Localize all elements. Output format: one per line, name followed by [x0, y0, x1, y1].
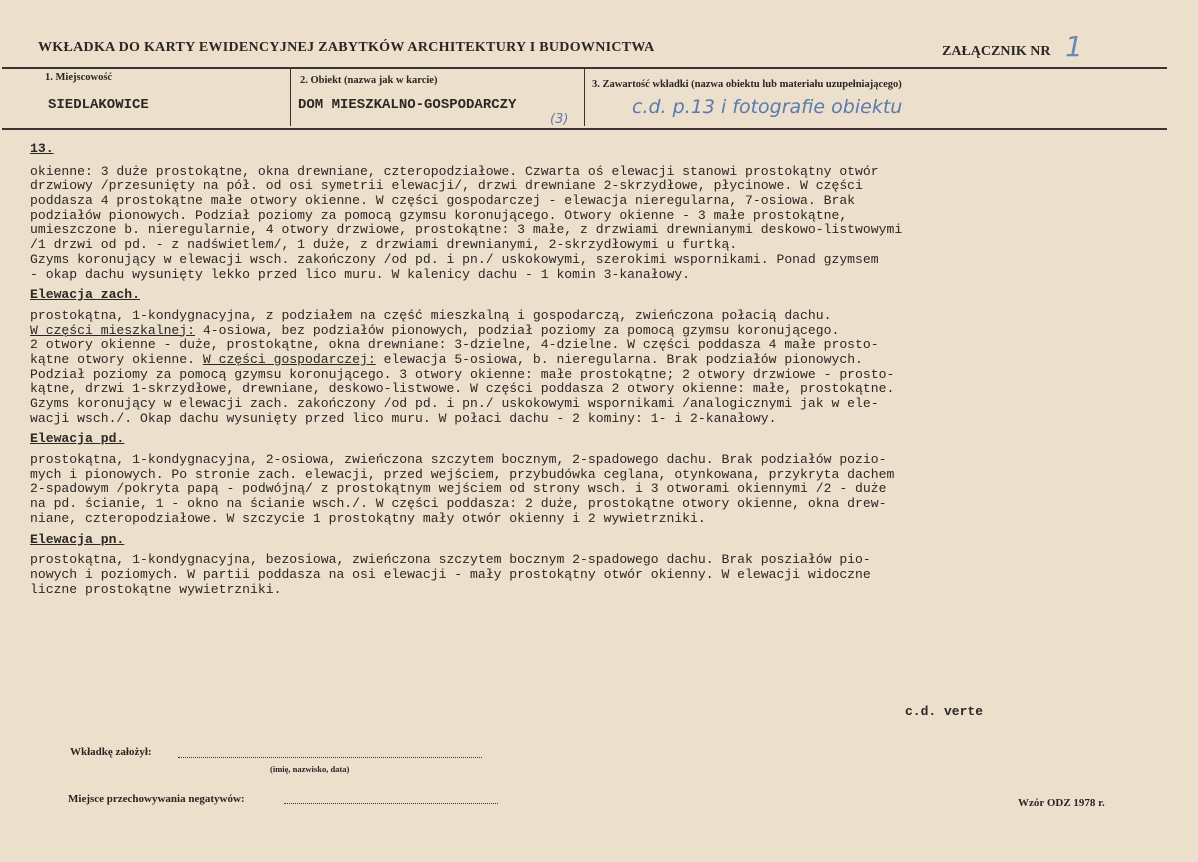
text-line: prostokątna, 1-kondygnacyjna, bezosiowa, zwieńczona szczytem bocznym 2-spadowego dachu. Brak posziałów pio-: [30, 552, 871, 568]
locality-value: SIEDLAKOWICE: [48, 97, 149, 113]
text-line: okienne: 3 duże prostokątne, okna drewniane, czteropodziałowe. Czwarta oś elewacji stanowi prostokątny otwór: [30, 163, 879, 179]
negatives-label: Miejsce przechowywania negatywów:: [68, 793, 245, 805]
text-line: drzwiowy /przesunięty na pół. od osi symetrii elewacji/, drzwi drewniane 2-skrzydłowe, płycinowe. W części: [30, 178, 863, 194]
attachment-label: ZAŁĄCZNIK NR: [942, 44, 1051, 59]
text-line: /1 drzwi od pd. - z nadświetlem/, 1 duże, z drzwiami drewnianymi, 2-skrzydłowymi u furtką.: [30, 237, 738, 253]
paragraph-continuation: [30, 165, 1180, 283]
text-line: prostokątna, 1-kondygnacyjna, z podziałem na część mieszkalną i gospodarczą, zwieńczona połacią dachu.: [30, 307, 832, 323]
negatives-line: [284, 803, 498, 804]
text-line: - okap dachu wysunięty lekko przed lico muru. W kalenicy dachu - 1 komin 3-kanałowy.: [30, 266, 691, 282]
text-span: kątne otwory okienne.: [30, 351, 203, 367]
rule-bottom: [2, 128, 1167, 130]
text-line: 2-spadowym /pokryta papą - podwójną/ z prostokątnym wejściem od strony wsch. i 3 otworami okiennymi /2 - duże: [30, 481, 887, 497]
rule-divider-2: [584, 68, 585, 126]
continued-overleaf: c.d. verte: [905, 704, 984, 719]
text-line: Gzyms koronujący w elewacji zach. zakończony /od pd. i pn./ uskokowymi wspornikami /analogicznymi jak w ele-: [30, 396, 879, 411]
inserted-by-line: [178, 757, 482, 758]
section-heading-13: 13.: [30, 141, 54, 156]
section-heading-south: Elewacja pd.: [30, 431, 125, 447]
text-span: elewacja 5-osiowa, b. nieregularna. Brak podziałów pionowych.: [375, 351, 863, 367]
section-heading-west: Elewacja zach.: [30, 287, 141, 303]
text-line: Podział poziomy za pomocą gzymsu koronującego. 3 otwory okienne: małe prostokątne; 2 otwory drzwiowe - prosto-: [30, 366, 895, 382]
text-line: 2 otwory okienne - duże, prostokątne, okna drewniane: 3-dzielne, 4-dzielne. W części poddasza 4 małe prosto-: [30, 337, 879, 353]
text-line: [30, 353, 1180, 368]
object-label: 2. Obiekt (nazwa jak w karcie): [300, 75, 438, 86]
form-code: Wzór ODZ 1978 r.: [1018, 797, 1105, 809]
contents-value: c.d. p.13 i fotografie obiektu: [632, 96, 903, 118]
object-value: DOM MIESZKALNO-GOSPODARCZY: [298, 97, 517, 113]
section-heading-north: Elewacja pn.: [30, 531, 125, 547]
text-line: mych i pionowych. Po stronie zach. elewacji, przed wejściem, przybudówka ceglana, otynkowana, przykryta dachem: [30, 466, 895, 482]
underlined-phrase: W części mieszkalnej:: [30, 322, 196, 338]
text-line: liczne prostokątne wywietrzniki.: [30, 581, 282, 597]
paragraph-south: [30, 453, 1180, 526]
text-line: podziałów pionowych. Podział poziomy za pomocą gzymsu koronującego. Otwory okienne - 3 małe prostokątne,: [30, 207, 848, 223]
text-line: na pd. ścianie, 1 - okno na ścianie wsch./. W części poddasza: 2 duże, prostokątne otwory okienne, okna drew-: [30, 496, 887, 512]
inserted-by-label: Wkładkę założył:: [70, 746, 152, 758]
attachment-number: 1: [1065, 30, 1083, 63]
text-line: Gzyms koronujący w elewacji wsch. zakończony /od pd. i pn./ uskokowymi, szerokimi wspornikami. Ponad gzymsem: [30, 251, 879, 267]
text-line: poddasza 4 prostokątne małe otwory okienne. W części gospodarczej - elewacja nieregularna, 7-osiowa. Brak: [30, 193, 856, 209]
document-body: [30, 142, 1180, 597]
text-line: kątne, drzwi 1-skrzydłowe, drewniane, deskowo-listwowe. W części poddasza 2 otwory okienne: małe, prostokątne.: [30, 381, 895, 397]
paragraph-west: [30, 309, 1180, 427]
text-span: 4-osiowa, bez podziałów pionowych, podział poziomy za pomocą gzymsu koronującego.: [195, 322, 840, 338]
text-line: umieszczone b. nieregularnie, 4 otwory drzwiowe, prostokątne: 3 małe, z drzwiami drewnianymi deskowo-listwowymi: [30, 222, 903, 238]
paragraph-north: [30, 553, 1180, 597]
form-title: WKŁADKA DO KARTY EWIDENCYJNEJ ZABYTKÓW ARCHITEKTURY I BUDOWNICTWA: [38, 40, 655, 55]
locality-label: 1. Miejscowość: [45, 72, 113, 83]
text-line: nowych i poziomych. W partii poddasza na osi elewacji - mały prostokątny otwór okienny. W elewacji widoczne: [30, 566, 871, 582]
text-line: prostokątna, 1-kondygnacyjna, 2-osiowa, zwieńczona szczytem bocznym, 2-spadowego dachu. Brak podziałów pozio-: [30, 452, 887, 468]
text-line: wacji wsch./. Okap dachu wysunięty przed lico muru. W połaci dachu - 2 kominy: 1- i 2-kanałowy.: [30, 410, 777, 426]
text-line: niane, czteropodziałowe. W szczycie 1 prostokątny mały otwór okienny i 2 wywietrzniki.: [30, 510, 706, 526]
contents-label: 3. Zawartość wkładki (nazwa obiektu lub materiału uzupełniającego): [592, 79, 902, 90]
underlined-phrase: W części gospodarczej:: [202, 351, 376, 367]
rule-divider-1: [290, 68, 291, 126]
text-line: [30, 324, 1180, 339]
inserted-by-sublabel: (imię, nazwisko, data): [270, 764, 350, 774]
object-note: (3): [550, 112, 569, 127]
